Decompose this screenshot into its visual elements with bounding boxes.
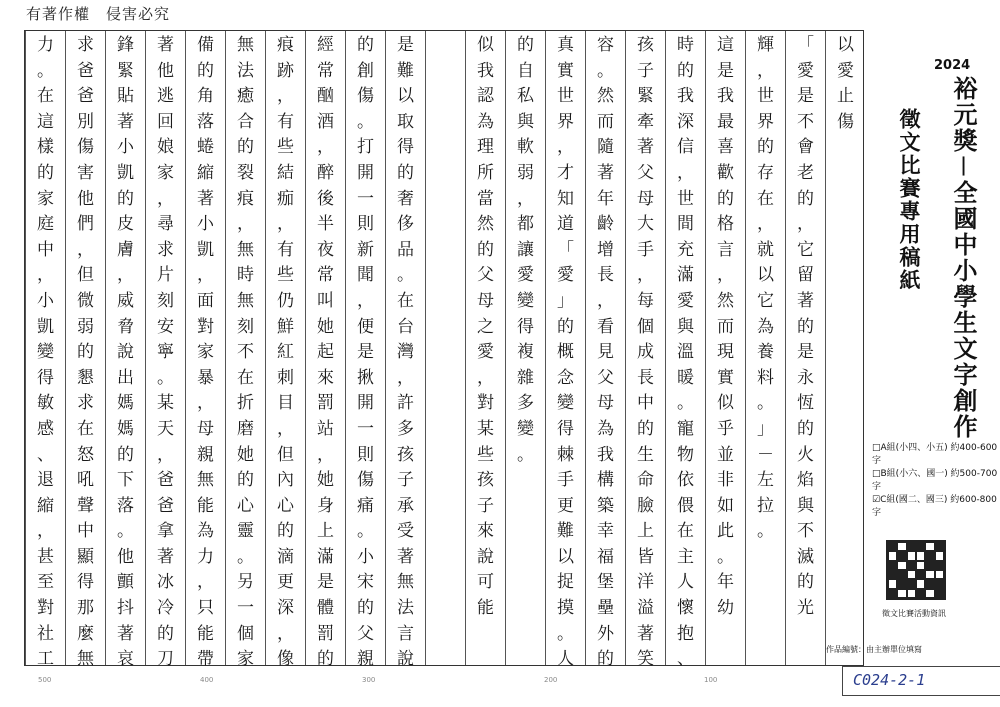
- column-text: 的 創 傷 。 打 開 一 則 新 聞 ， 便 是 揪 開 一 則 傷 痛 。 小 宋 的 父 親: [357, 35, 374, 670]
- manuscript-column: [825, 31, 865, 665]
- column-text: 容 。 然 而 隨 著 年 齡 增 長 ， 看 見 父 母 為 我 構 築 幸 福 堡 壘 外 的: [597, 35, 614, 670]
- ruler-label: 300: [362, 676, 376, 684]
- qr-code-icon[interactable]: [886, 540, 946, 600]
- manuscript-column: [145, 31, 185, 670]
- group-option-b[interactable]: □B組(小六、國一) 約500-700字: [872, 469, 998, 492]
- qr-label: 徵文比賽活動資訊: [882, 609, 946, 618]
- contest-subtitle: 徵文比賽專用稿紙: [897, 108, 921, 292]
- manuscript-column: [465, 31, 505, 665]
- manuscript-column: [185, 31, 225, 670]
- column-text: 孩 子 緊 牽 著 父 母 大 手 ， 每 個 成 長 中 的 生 命 臉 上 皆 洋 溢 著 笑: [637, 35, 654, 670]
- group-options: [872, 442, 1000, 520]
- manuscript-column: [345, 31, 385, 670]
- manuscript-column: [665, 31, 705, 670]
- column-text: 經 常 酗 酒 ， 醉 後 半 夜 常 叫 她 起 來 罰 站 ， 她 身 上 滿 是 體 罰 的: [317, 35, 334, 670]
- column-text: 求 爸 爸 別 傷 害 他 們 ， 但 微 弱 的 懇 求 在 怒 吼 聲 中 顯 得 那 麼 無: [77, 35, 94, 670]
- column-text: 備 的 角 落 蜷 縮 著 小 凱 ， 面 對 家 暴 ， 母 親 無 能 為 力 ， 只 能 帶: [197, 35, 214, 670]
- manuscript-grid: [24, 30, 864, 670]
- group-option-a[interactable]: □A組(小四、小五) 約400-600字: [872, 443, 998, 466]
- ruler-label: 400: [200, 676, 214, 684]
- column-text: 以 愛 止 傷: [837, 35, 854, 132]
- column-text: 力 。 在 這 樣 的 家 庭 中 ， 小 凱 變 得 敏 感 、 退 縮 ， 甚 至 對 社 工: [37, 35, 54, 670]
- column-text: 真 實 世 界 ， 才 知 道 「 愛 」 的 概 念 變 得 棘 手 更 難 以 捉 摸 。 人: [557, 35, 574, 670]
- serial-number-field[interactable]: C024-2-1: [842, 666, 1000, 696]
- copyright-notice: 有著作權 侵害必究: [26, 5, 171, 23]
- manuscript-column: [585, 31, 625, 670]
- ruler-label: 500: [38, 676, 52, 684]
- column-text: 「 愛 是 不 會 老 的 ， 它 留 著 的 是 永 恆 的 火 焰 與 不 滅 的 光: [797, 35, 814, 619]
- serial-note: 作品編號：由主辦單位填寫: [826, 645, 922, 654]
- manuscript-column: [505, 31, 545, 665]
- manuscript-column: [225, 31, 265, 670]
- column-text: 痕 跡 ， 有 些 結 痂 ， 有 些 仍 鮮 紅 刺 目 ， 但 內 心 的 滴 更 深 ， 像: [277, 35, 294, 670]
- column-text: 是 難 以 取 得 的 奢 侈 品 。 在 台 灣 ， 許 多 孩 子 承 受 著 無 法 言 說: [397, 35, 414, 670]
- manuscript-column: [265, 31, 305, 670]
- column-text: 輝 ， 世 界 的 存 在 ， 就 以 它 為 養 料 。 」 － 左 拉 。: [757, 35, 774, 542]
- ruler-label: 200: [544, 676, 558, 684]
- ruler-label: 100: [704, 676, 718, 684]
- column-text: 無 法 癒 合 的 裂 痕 ， 無 時 無 刻 不 在 折 磨 她 的 心 靈 。 另 一 個 家: [237, 35, 254, 670]
- manuscript-column: [105, 31, 145, 670]
- manuscript-column: [625, 31, 665, 670]
- column-text: 的 自 私 與 軟 弱 ， 都 讓 愛 變 得 複 雜 多 變 。: [517, 35, 534, 465]
- column-text: 這 是 我 最 喜 歡 的 格 言 ， 然 而 現 實 似 乎 並 非 如 此 。 年 幼: [717, 35, 734, 619]
- manuscript-column: [745, 31, 785, 665]
- manuscript-column: [705, 31, 745, 665]
- manuscript-column: [305, 31, 345, 670]
- column-text: 似 我 認 為 理 所 當 然 的 父 母 之 愛 ， 對 某 些 孩 子 來 說 可 能: [477, 35, 494, 619]
- column-text: 時 的 我 深 信 ， 世 間 充 滿 愛 與 溫 暖 。 寵 物 依 偎 在 主 人 懷 抱 、: [677, 35, 694, 670]
- contest-title: 裕元獎－全國中小學生文字創作: [949, 76, 977, 440]
- column-text: 鋒 緊 貼 著 小 凱 的 皮 膚 ， 威 脅 說 出 媽 媽 的 下 落 。 他 顫 抖 著 哀: [117, 35, 134, 670]
- manuscript-column: [785, 31, 825, 665]
- manuscript-column: [25, 31, 65, 670]
- contest-year: 2024: [934, 58, 971, 73]
- manuscript-column: [385, 31, 425, 670]
- manuscript-column: [65, 31, 105, 670]
- manuscript-column: [425, 31, 465, 665]
- column-text: 著 他 逃 回 娘 家 ， 尋 求 片 刻 安 寧 。 某 天 ， 爸 爸 拿 著 冰 冷 的 刀: [157, 35, 174, 670]
- manuscript-column: [545, 31, 585, 670]
- group-option-c[interactable]: ☑C組(國二、國三) 約600-800字: [872, 495, 997, 518]
